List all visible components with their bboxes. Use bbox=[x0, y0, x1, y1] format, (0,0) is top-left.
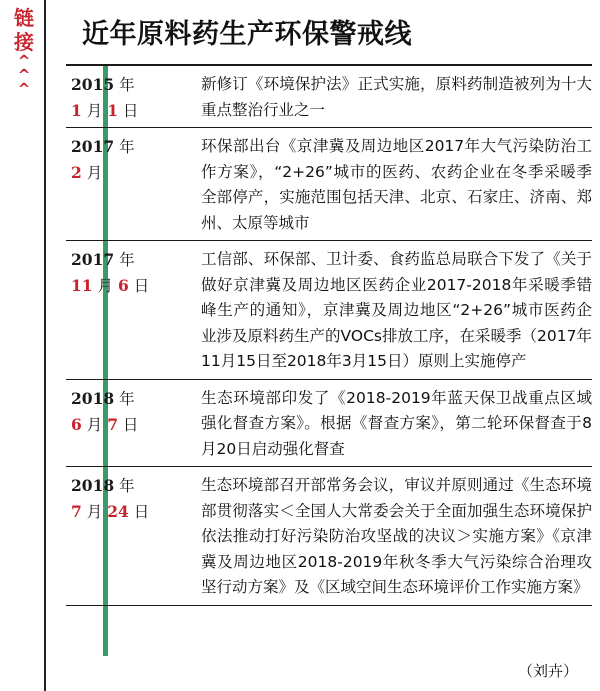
timeline-entry bbox=[66, 241, 592, 380]
date-month-unit: 月 bbox=[86, 415, 103, 434]
date-year: 2017 bbox=[71, 250, 115, 269]
chevron-up-icon: ^ bbox=[17, 52, 31, 70]
date-day-unit: 日 bbox=[122, 102, 139, 120]
date-year: 2018 bbox=[71, 476, 115, 495]
entry-date bbox=[71, 134, 161, 186]
entry-date bbox=[71, 72, 161, 124]
left-divider bbox=[44, 0, 46, 691]
timeline bbox=[66, 64, 592, 606]
date-day: 24 bbox=[107, 502, 129, 521]
entry-date bbox=[71, 247, 161, 299]
date-month-unit: 月 bbox=[97, 277, 114, 295]
chevron-up-icon: ^ bbox=[17, 66, 31, 84]
date-day: 7 bbox=[107, 414, 118, 434]
timeline-entry bbox=[66, 380, 592, 468]
related-link-char-1: 链 bbox=[14, 6, 34, 30]
entry-text: 环保部出台《京津冀及周边地区2017年大气污染防治工作方案》，“2+26”城市的医药、农药企业在冬季采暖季全部停产，实施范围包括天津、北京、石家庄、济南、郑州、太原等城市 bbox=[201, 137, 592, 232]
date-year-unit: 年 bbox=[119, 389, 135, 408]
date-day: 1 bbox=[107, 101, 118, 120]
date-month: 7 bbox=[71, 502, 82, 521]
date-month: 2 bbox=[71, 163, 82, 182]
date-month: 6 bbox=[71, 414, 82, 434]
date-month-unit: 月 bbox=[86, 503, 103, 521]
timeline-entry bbox=[66, 128, 592, 241]
date-year-unit: 年 bbox=[119, 477, 135, 495]
timeline-entry bbox=[66, 64, 592, 128]
entry-text: 生态环境部召开部常务会议，审议并原则通过《生态环境部贯彻落实＜全国人大常委会关于全面加强生态环境保护 依法推动打好污染防治攻坚战的决议＞实施方案》《京津冀及周边地区2018-2019年秋冬季大气污染综合治理攻坚行动方案》及《区域空间生态环境评价工作实施方案》 bbox=[201, 476, 592, 596]
date-day-unit: 日 bbox=[133, 277, 150, 295]
date-year: 2018 bbox=[71, 388, 115, 408]
date-day-unit: 日 bbox=[133, 503, 150, 521]
date-month-unit: 月 bbox=[86, 102, 103, 120]
timeline-entry bbox=[66, 467, 592, 606]
chevron-up-icon: ^ bbox=[17, 80, 31, 98]
related-link-label bbox=[12, 6, 36, 96]
date-day-unit: 日 bbox=[122, 415, 139, 434]
page-title: 近年原料药生产环保警戒线 bbox=[82, 19, 412, 50]
date-day: 6 bbox=[117, 276, 129, 295]
entry-text: 生态环境部印发了《2018-2019年蓝天保卫战重点区域强化督查方案》。根据《督查方案》，第二轮环保督查于8月20日启动强化督查 bbox=[201, 388, 592, 458]
date-year: 2015 bbox=[71, 75, 115, 94]
date-year-unit: 年 bbox=[119, 138, 135, 156]
date-year-unit: 年 bbox=[119, 251, 135, 269]
date-year: 2017 bbox=[71, 137, 115, 156]
entry-text: 新修订《环境保护法》正式实施，原料药制造被列为十大重点整治行业之一 bbox=[201, 75, 592, 119]
entry-text: 工信部、环保部、卫计委、食药监总局联合下发了《关于做好京津冀及周边地区医药企业2017-2018年采暖季错峰生产的通知》，京津冀及周边地区“2+26”城市医药企业涉及原料药生产的VOCs排放工序，在采暖季（2017年11月15日至2018年3月15日）原则上实施停产 bbox=[201, 250, 592, 370]
date-month: 11 bbox=[71, 276, 93, 295]
related-link-char-2: 接 bbox=[14, 30, 34, 54]
date-year-unit: 年 bbox=[119, 76, 135, 94]
author-credit: （刘卉） bbox=[517, 662, 578, 680]
entry-date bbox=[71, 386, 161, 438]
date-month-unit: 月 bbox=[86, 164, 103, 182]
entry-date bbox=[71, 473, 161, 525]
date-month: 1 bbox=[71, 101, 82, 120]
